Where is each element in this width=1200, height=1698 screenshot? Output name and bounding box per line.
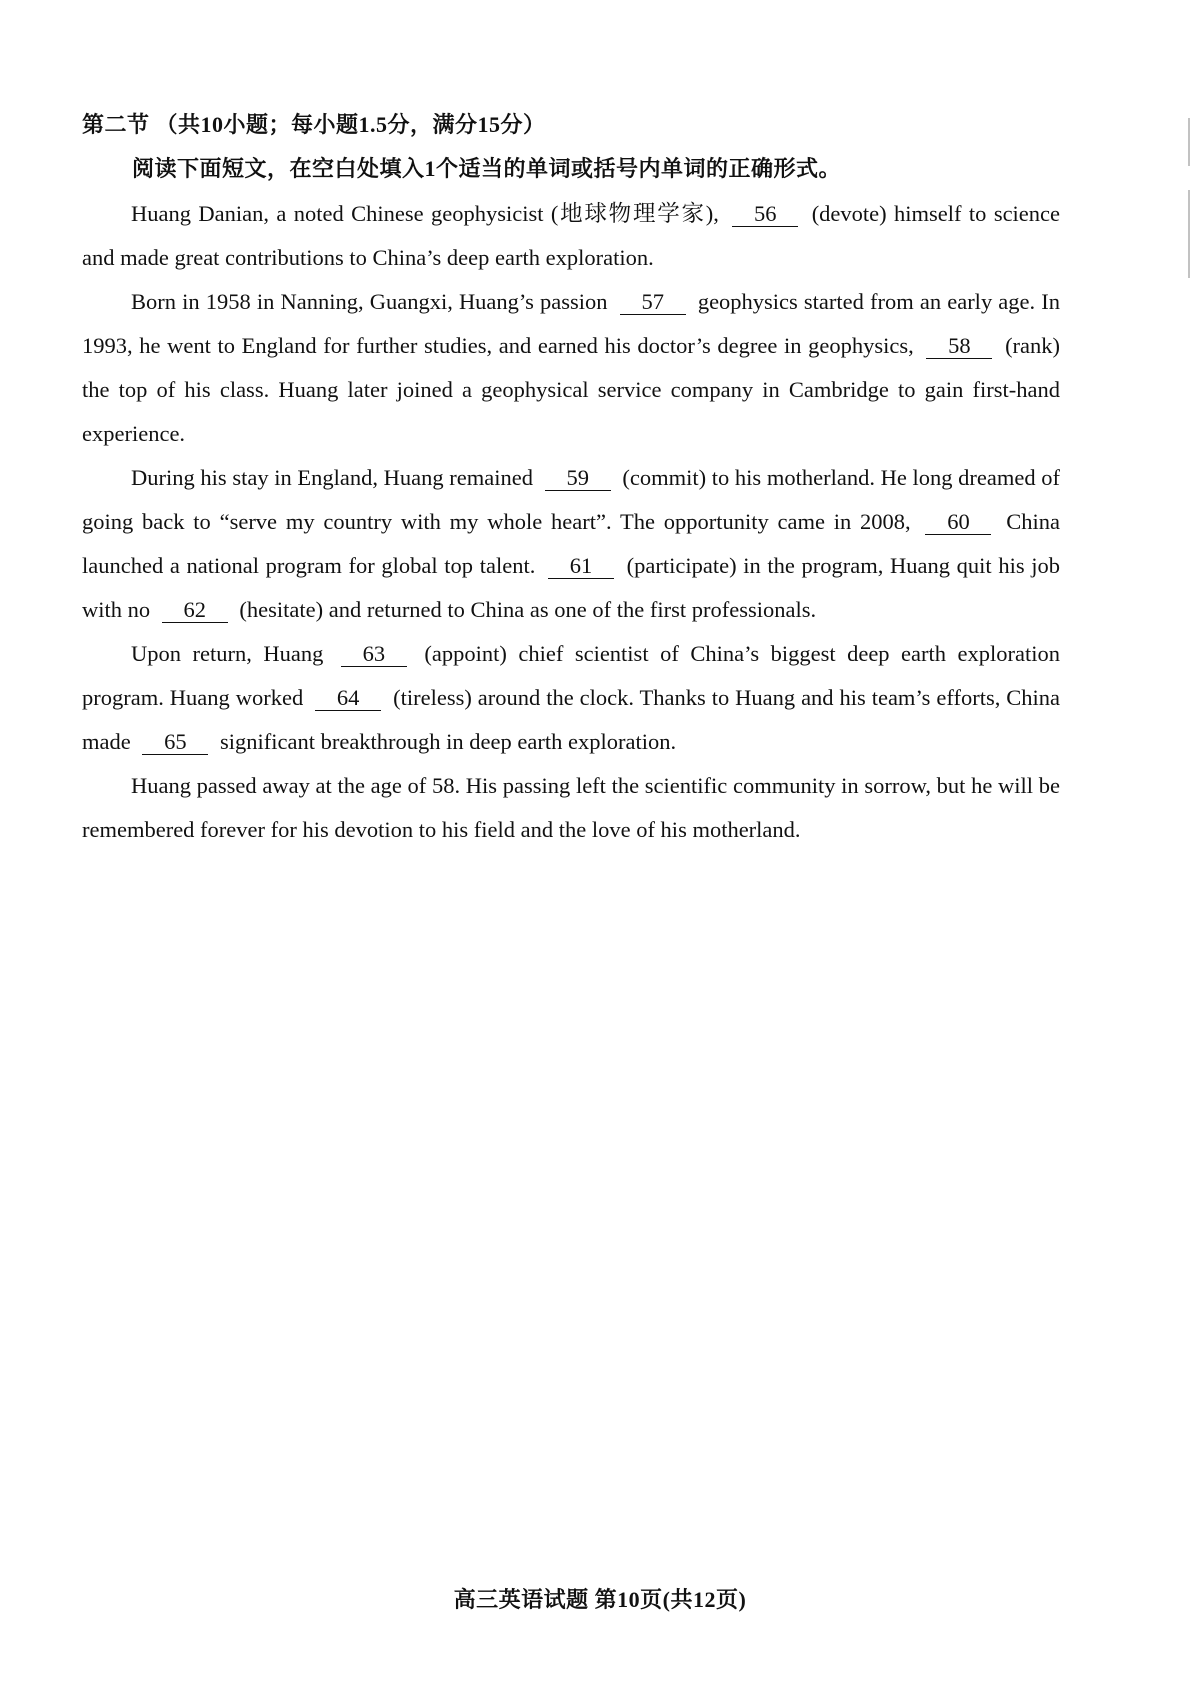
cloze-passage bbox=[82, 192, 1060, 852]
instructions: 阅读下面短文，在空白处填入1个适当的单词或括号内单词的正确形式。 bbox=[132, 156, 842, 181]
paragraph-5 bbox=[82, 764, 1060, 852]
scan-edge-mark bbox=[1188, 118, 1190, 278]
paragraph-text: Born in 1958 in Nanning, Guangxi, Huang’s passion bbox=[131, 289, 608, 314]
blank-59: 59 bbox=[545, 466, 611, 491]
paragraph-text: Huang passed away at the age of 58. His passing left the scientific community in sorrow, but he will be remembered forever for his devotion to his field and the love of his motherland. bbox=[82, 773, 1060, 842]
blank-57: 57 bbox=[620, 290, 686, 315]
paragraph-text: During his stay in England, Huang remained bbox=[131, 465, 534, 490]
blank-62: 62 bbox=[162, 598, 228, 623]
blank-61: 61 bbox=[548, 554, 614, 579]
paragraph-text: China launched a national program for global top talent. bbox=[82, 509, 1061, 578]
paragraph-text: Upon return, Huang bbox=[131, 641, 324, 666]
paragraph-4 bbox=[82, 632, 1060, 764]
blank-63: 63 bbox=[341, 642, 407, 667]
paragraph-text: (rank) the top of his class. Huang later joined a geophysical service company in Cambridge to gain first-hand experience. bbox=[82, 333, 1061, 446]
section-heading: 第二节 （共10小题；每小题1.5分，满分15分） bbox=[82, 112, 546, 137]
blank-65: 65 bbox=[142, 730, 208, 755]
paragraph-text: (devote) himself to science and made great contributions to China’s deep earth exploration. bbox=[82, 201, 1061, 270]
paragraph-1 bbox=[82, 192, 1060, 280]
paragraph-text: (tireless) around the clock. Thanks to Huang and his team’s efforts, China made bbox=[82, 685, 1061, 754]
paragraph-text: significant breakthrough in deep earth exploration. bbox=[219, 729, 677, 754]
blank-56: 56 bbox=[732, 202, 798, 227]
paragraph-text: (commit) to his motherland. He long dreamed of going back to “serve my country with my whole heart”. The opportunity came in 2008, bbox=[82, 465, 1061, 534]
paragraph-text: geophysics started from an early age. In 1993, he went to England for further studies, and earned his doctor’s degree in geophysics, bbox=[82, 289, 1061, 358]
paragraph-text: (hesitate) and returned to China as one of the first professionals. bbox=[239, 597, 817, 622]
paragraph-3 bbox=[82, 456, 1060, 632]
paragraph-2 bbox=[82, 280, 1060, 456]
paragraph-text: Huang Danian, a noted Chinese geophysicist (地球物理学家), bbox=[131, 201, 719, 226]
page-footer: 高三英语试题 第10页(共12页) bbox=[453, 1587, 747, 1612]
blank-58: 58 bbox=[926, 334, 992, 359]
paragraph-text: (appoint) chief scientist of China’s biggest deep earth exploration program. Huang worked bbox=[82, 641, 1060, 710]
paragraph-text: (participate) in the program, Huang quit his job with no bbox=[82, 553, 1060, 622]
blank-60: 60 bbox=[925, 510, 991, 535]
blank-64: 64 bbox=[315, 686, 381, 711]
